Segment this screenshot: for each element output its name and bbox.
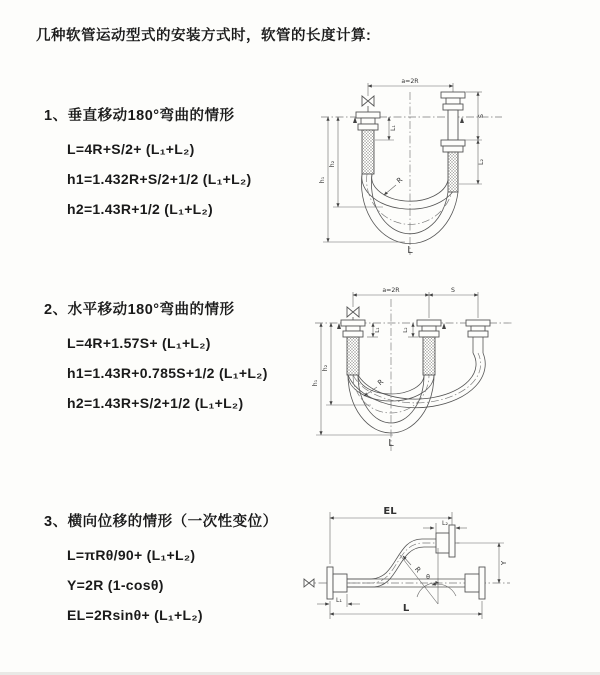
flange-fitting-left — [341, 320, 365, 375]
dim-label-l1: L₁ — [336, 597, 342, 604]
formula-line: L=4R+S/2+ (L₁+L₂) — [67, 141, 195, 157]
diagram-vertical-bend — [305, 72, 505, 257]
dim-label-el: EL — [383, 506, 397, 517]
section-lateral-displacement — [44, 510, 278, 630]
dim-label-h1: h₁ — [319, 176, 326, 184]
flange-left — [327, 567, 347, 599]
flange-fitting-left — [356, 112, 380, 174]
section-heading: 2、水平移动180°弯曲的情形 — [44, 302, 235, 318]
formula-line: h1=1.432R+S/2+1/2 (L₁+L₂) — [67, 171, 252, 187]
dim-label-h1: h₁ — [312, 379, 319, 387]
diagram-lateral-displacement — [298, 498, 590, 646]
up-arrow-icon — [442, 323, 446, 329]
dim-label-a2r: a=2R — [382, 287, 400, 294]
valve-icon — [304, 579, 314, 587]
dim-label-h2: h₂ — [329, 160, 336, 168]
formula-line: EL=2Rsinθ+ (L₁+L₂) — [67, 607, 203, 623]
up-arrow-icon — [337, 323, 341, 329]
dim-label-h2: h₂ — [322, 364, 329, 372]
dim-label-l: L — [402, 603, 410, 614]
flange-fitting-middle — [417, 320, 441, 375]
dim-label-s: S — [478, 114, 485, 118]
dim-label-y: Y — [500, 560, 508, 566]
dim-label-r: R — [376, 377, 386, 388]
dim-label-r: R — [395, 175, 405, 186]
dim-label-s: S — [451, 287, 455, 294]
braided-hose-end — [362, 130, 374, 174]
page-title: 几种软管运动型式的安装方式时，软管的长度计算: — [36, 28, 372, 44]
dim-label-r: R — [412, 565, 423, 575]
dim-label-l1: L₁ — [375, 327, 381, 333]
dim-label-l2: L₂ — [403, 327, 409, 333]
dim-label-l: L — [407, 245, 413, 256]
section-heading: 1、垂直移动180°弯曲的情形 — [44, 108, 235, 124]
formula-line: h2=1.43R+S/2+1/2 (L₁+L₂) — [67, 395, 244, 411]
flange-right-displaced — [436, 525, 455, 557]
section-vertical-bend — [44, 104, 252, 224]
formula-line: L=πRθ/90+ (L₁+L₂) — [67, 547, 196, 563]
radius-leader — [384, 185, 396, 195]
valve-icon — [362, 96, 374, 112]
dim-label-l1: L₁ — [390, 125, 397, 131]
section-horizontal-bend — [44, 298, 268, 418]
dim-label-l2: L₂ — [442, 520, 448, 527]
formula-line: L=4R+1.57S+ (L₁+L₂) — [67, 335, 211, 351]
dim-label-a2r: a=2R — [401, 78, 419, 85]
up-arrow-icon — [460, 117, 464, 123]
diagram-horizontal-bend — [301, 283, 523, 455]
dim-label-l2: L₂ — [478, 159, 485, 165]
braided-hose-end — [448, 152, 458, 192]
flange-fitting-right-moved — [466, 320, 490, 353]
valve-icon — [347, 307, 359, 320]
flange-right-straight — [465, 567, 485, 599]
flange-fitting-right — [441, 92, 465, 192]
formula-line: h2=1.43R+1/2 (L₁+L₂) — [67, 201, 214, 217]
dim-label-l: L — [388, 438, 394, 449]
section-heading: 3、横向位移的情形（一次性变位） — [44, 514, 278, 530]
formula-line: Y=2R (1-cosθ) — [67, 577, 164, 593]
dim-label-theta: θ — [426, 574, 430, 581]
formula-line: h1=1.43R+0.785S+1/2 (L₁+L₂) — [67, 365, 268, 381]
